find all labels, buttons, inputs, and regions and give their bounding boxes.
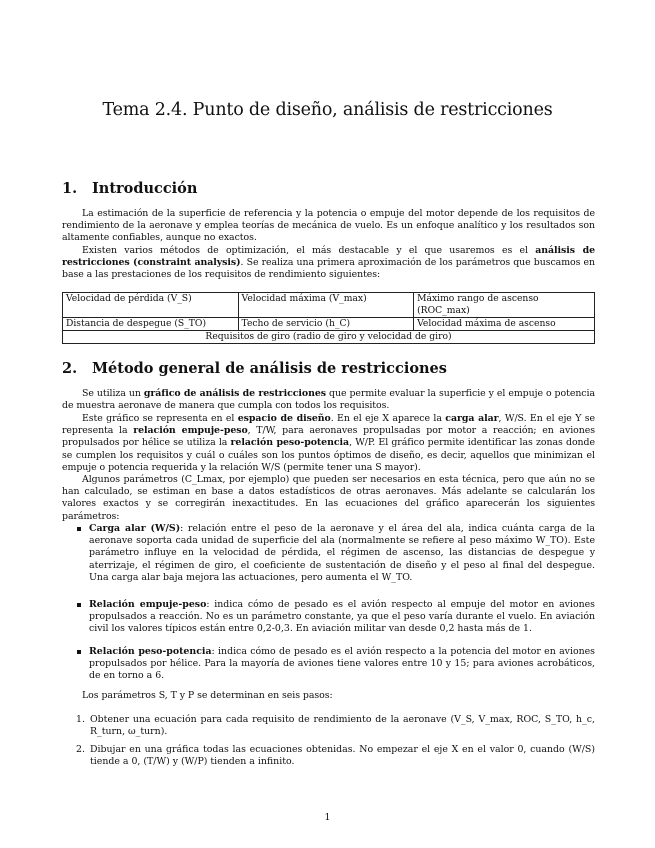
list-number: 2.: [76, 744, 85, 755]
list-item-text: : relación entre el peso de la aeronave y el área del ala, indica cuánta carga de la aeronave soporta cada unidad de superficie del ala (normalmente se refiere al peso máximo W_TO). Este parámetro influye en la velocidad de pérdida, el régimen de ascenso, las distancias de despegue y aterrizaje, el régimen de giro, el coeficiente de sustentación de diseño y el peso al final del despegue. Una carga alar baja mejora las actuaciones, pero aumenta el W_TO.: [89, 523, 595, 583]
paragraph-text: La estimación de la superficie de referencia y la potencia o empuje del motor depende de los requisitos de rendimiento de la aeronave y emplea teorías de mecánica de vuelo. Es un enfoque analítico y los resultados son altamente confiables, aunque no exactos.: [62, 208, 595, 244]
table-cell: Velocidad máxima (V_max): [238, 293, 414, 318]
bold-term: espacio de diseño: [237, 413, 331, 424]
paragraph-text: . Se realiza una primera aproximación de los parámetros que buscamos en base a las prestaciones de los requisitos de rendimiento siguientes:: [62, 257, 595, 281]
paragraph-text: Algunos parámetros (C_Lmax, por ejemplo) que pueden ser necesarios en esta técnica, pero que aún no se han calculado, se estiman en base a datos estadísticos de otras aeronaves. Más adelante se calcularán los valores exactos y se corregirán inexactitudes. En las ecuaciones del gráfico aparecerán los siguientes parámetros:: [62, 474, 595, 522]
bold-term: Carga alar (W/S): [89, 523, 181, 534]
bullet-icon: [77, 603, 81, 607]
bullet-icon: [77, 527, 81, 531]
table-cell: Techo de servicio (h_C): [238, 318, 414, 331]
table-cell: Requisitos de giro (radio de giro y velocidad de giro): [63, 331, 595, 344]
table-row: [63, 293, 595, 318]
bold-term: Relación peso-potencia: [89, 646, 212, 657]
paragraph: [62, 413, 595, 474]
bold-term: análisis de restricciones (constraint analysis): [62, 245, 595, 269]
paragraph-text: , W/S. En el eje Y se representa la: [62, 413, 595, 437]
table-row: [63, 318, 595, 331]
section-number: 2.: [62, 360, 78, 377]
list-item-text: : indica cómo de pesado es el avión respecto a la potencia del motor en aviones propulsados por hélice. Para la mayoría de aviones tiene valores entre 10 y 15; para aviones acrobáticos, de en torno a 6.: [89, 646, 595, 682]
paragraph-text: , W/P. El gráfico permite identificar las zonas donde se cumplen los requisitos y cuál o cuáles son los puntos óptimos de diseño, es decir, aquellos que minimizan el empuje o potencia requerida y la relación W/S (permite tener una S mayor).: [62, 437, 595, 473]
table-cell: Máximo rango de ascenso (ROC_max): [414, 293, 595, 318]
paragraph: [62, 245, 595, 282]
bullet-icon: [77, 650, 81, 654]
table-cell: Velocidad máxima de ascenso: [414, 318, 595, 331]
paragraph-text: Se utiliza un: [82, 388, 144, 399]
paragraph-text: Los parámetros S, T y P se determinan en seis pasos:: [82, 690, 333, 701]
section-1-heading: [62, 180, 197, 197]
paragraph: [62, 474, 595, 523]
list-item: [77, 599, 595, 636]
bold-term: carga alar: [445, 413, 499, 424]
list-item-text: Obtener una ecuación para cada requisito de rendimiento de la aeronave (V_S, V_max, ROC, S_TO, h_c, R_turn, ω_turn).: [90, 714, 595, 738]
bold-term: relación peso-potencia: [230, 437, 350, 449]
section-title: Método general de análisis de restricciones: [92, 360, 447, 377]
requirements-table: [62, 292, 595, 344]
list-item: [77, 646, 595, 683]
paragraph: [62, 388, 595, 412]
section-2-heading: [62, 360, 447, 377]
paragraph-text: Este gráfico se representa en el: [82, 413, 238, 424]
section-title: Introducción: [92, 180, 198, 197]
paragraph: [62, 208, 595, 245]
table-cell: Velocidad de pérdida (V_S): [63, 293, 239, 318]
bold-term: relación empuje-peso: [133, 425, 248, 437]
paragraph-text: que permite evaluar la superficie y el empuje o potencia de muestra aeronave de manera que cumpla con todos los requisitos.: [62, 388, 595, 412]
bold-term: Relación empuje-peso: [89, 599, 207, 610]
paragraph-text: , T/W, para aeronaves propulsadas por motor a reacción; en aviones propulsados por hélice se utiliza la: [62, 425, 595, 449]
list-number: 1.: [76, 714, 85, 725]
table-row: [63, 331, 595, 344]
page-number: 1: [324, 812, 331, 823]
table-cell: Distancia de despegue (S_TO): [63, 318, 239, 331]
list-item-text: : indica cómo de pesado es el avión respecto al empuje del motor en aviones propulsados a reacción. No es un parámetro constante, ya que el peso varía durante el vuelo. En aviación civil los valores típicos están entre 0,2-0,3. En aviación militar van desde 0,2 hasta más de 1.: [89, 599, 595, 635]
list-item-text: Dibujar en una gráfica todas las ecuaciones obtenidas. No empezar el eje X en el valor 0, cuando (W/S) tiende a 0, (T/W) y (W/P) tienden a infinito.: [90, 744, 595, 768]
list-item: [76, 714, 595, 738]
paragraph-text: . En el eje X aparece la: [330, 413, 446, 424]
paragraph-text: Existen varios métodos de optimización, el más destacable y el que usaremos es el: [82, 245, 536, 256]
paragraph: [62, 690, 595, 702]
bold-term: gráfico de análisis de restricciones: [143, 388, 327, 399]
document-title: Tema 2.4. Punto de diseño, análisis de restricciones: [102, 100, 553, 120]
list-item: [77, 523, 595, 584]
list-item: [76, 744, 595, 768]
section-number: 1.: [62, 180, 78, 197]
